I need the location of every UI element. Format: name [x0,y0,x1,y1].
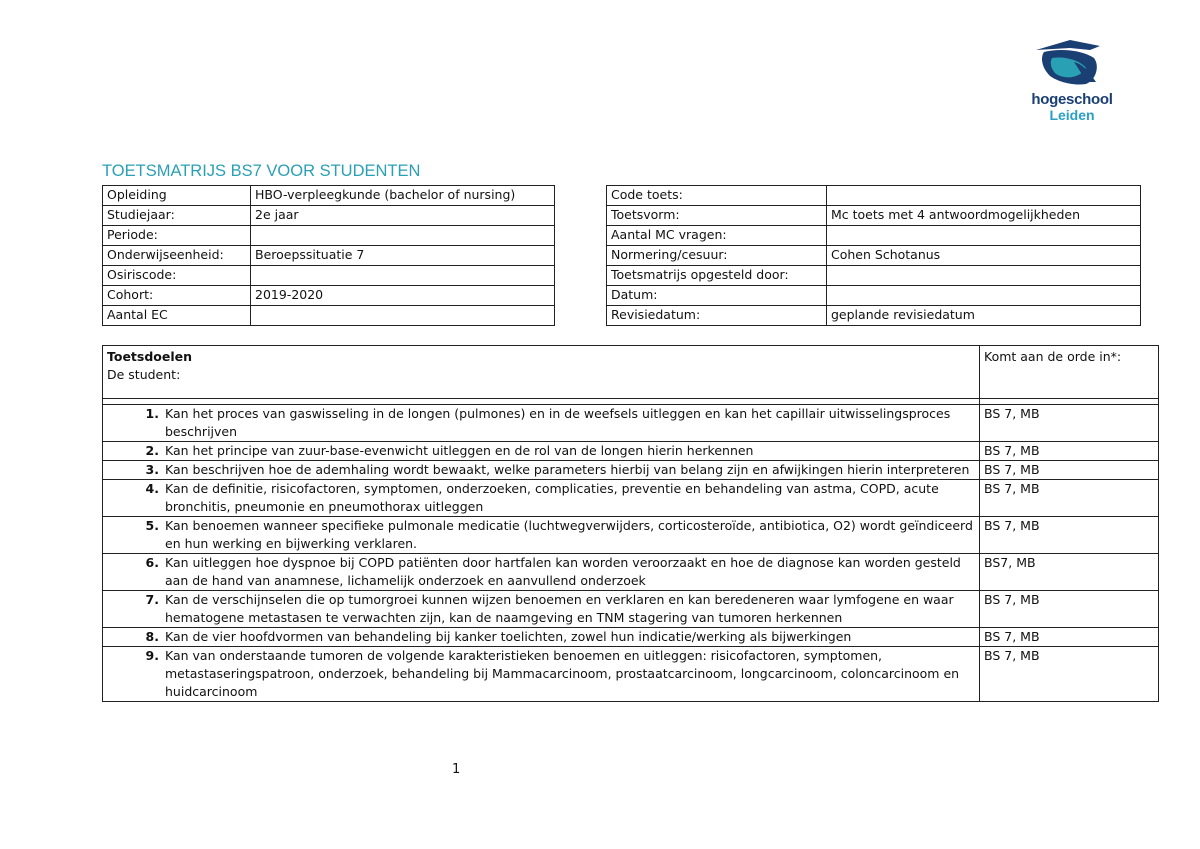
goal-cell [103,647,980,702]
goal-cell [103,554,980,591]
course-info-row [103,186,555,206]
goals-header-title: Toetsdoelen [107,349,193,364]
goal-cell [103,628,980,647]
goals-header-right: Komt aan de orde in*: [980,346,1159,399]
goal-description: Kan de verschijnselen die op tumorgroei kunnen wijzen benoemen en verklaren en kan beredeneren waar lymfogene en waar hematogene metastasen te verwachten zijn, kan de naamgeving en TNM stagering van tumoren herkennen [165,592,954,625]
goal-number: 9. [145,648,159,663]
page-number: 1 [452,762,461,777]
goal-where: BS7, MB [980,554,1159,591]
test-info-row [607,186,1141,206]
test-info-row [607,286,1141,306]
goal-number: 8. [145,629,159,644]
course-info-row [103,286,555,306]
goal-description: Kan van onderstaande tumoren de volgende karakteristieken benoemen en uitleggen: risicofactoren, symptomen, metastaseringspatroon, onderzoek, behandeling bij Mammacarcinoom, prostaatcarcinoom, longcarcinoom, coloncarcinoom en huidcarcinoom [165,648,960,699]
test-info-value: Mc toets met 4 antwoordmogelijkheden [827,206,1141,226]
goal-number: 3. [145,462,159,477]
goal-row [103,461,1159,480]
test-info-row [607,226,1141,246]
course-info-label: Onderwijseenheid: [103,246,251,266]
course-info-label: Studiejaar: [103,206,251,226]
document-title: TOETSMATRIJS BS7 VOOR STUDENTEN [102,162,421,180]
test-info-value [827,286,1141,306]
bird-emblem-icon [1030,36,1110,88]
goal-description: Kan de definitie, risicofactoren, symptomen, onderzoeken, complicaties, preventie en behandeling van astma, COPD, acute bronchitis, pneumonie en pneumothorax uitleggen [165,481,939,514]
test-info-row [607,266,1141,286]
goal-number: 7. [145,592,159,607]
test-goals-table [102,345,1159,702]
logo-text-hogeschool: hogeschool [1031,91,1113,108]
course-info-value [251,306,555,326]
goal-row [103,442,1159,461]
goal-cell [103,517,980,554]
goal-cell [103,461,980,480]
course-info-value [251,266,555,286]
goal-description: Kan het proces van gaswisseling in de longen (pulmones) en in de weefsels uitleggen en kan het capillair uitwisselingsproces beschrijven [165,406,951,439]
course-info-row [103,206,555,226]
test-info-label: Toetsvorm: [607,206,827,226]
goals-header-cell [103,346,980,399]
test-info-value: Cohen Schotanus [827,246,1141,266]
test-info-label: Normering/cesuur: [607,246,827,266]
hogeschool-leiden-logo [1022,36,1132,126]
test-info-value [827,226,1141,246]
test-info-label: Datum: [607,286,827,306]
test-info-label: Aantal MC vragen: [607,226,827,246]
goal-number: 5. [145,518,159,533]
goal-description: Kan het principe van zuur-base-evenwicht uitleggen en de rol van de longen hierin herkennen [165,443,754,458]
course-info-table [102,185,555,326]
goal-cell [103,442,980,461]
goal-description: Kan benoemen wanneer specifieke pulmonale medicatie (luchtwegverwijders, corticosteroïde, antibiotica, O2) wordt geïndiceerd en hun werking en bijwerking verklaren. [165,518,973,551]
goals-header-subtitle: De student: [107,367,181,382]
course-info-row [103,226,555,246]
goal-where: BS 7, MB [980,405,1159,442]
test-info-row [607,246,1141,266]
test-info-table [606,185,1141,326]
goal-description: Kan beschrijven hoe de ademhaling wordt bewaakt, welke parameters hierbij van belang zijn en afwijkingen hierin interpreteren [165,462,970,477]
goal-description: Kan de vier hoofdvormen van behandeling bij kanker toelichten, zowel hun indicatie/werking als bijwerkingen [165,629,852,644]
test-info-label: Toetsmatrijs opgesteld door: [607,266,827,286]
course-info-label: Periode: [103,226,251,246]
test-info-label: Revisiedatum: [607,306,827,326]
goal-row [103,480,1159,517]
course-info-row [103,246,555,266]
course-info-value [251,226,555,246]
goals-header-row [103,346,1159,399]
goal-description: Kan uitleggen hoe dyspnoe bij COPD patiënten door hartfalen kan worden veroorzaakt en hoe de diagnose kan worden gesteld aan de hand van anamnese, lichamelijk onderzoek en aanvullend onderzoek [165,555,961,588]
course-info-label: Opleiding [103,186,251,206]
goal-number: 1. [145,406,159,421]
goal-cell [103,480,980,517]
goal-where: BS 7, MB [980,628,1159,647]
goal-number: 6. [145,555,159,570]
goal-row [103,517,1159,554]
goal-where: BS 7, MB [980,517,1159,554]
goal-row [103,647,1159,702]
course-info-label: Aantal EC [103,306,251,326]
goal-where: BS 7, MB [980,480,1159,517]
course-info-value: HBO-verpleegkunde (bachelor of nursing) [251,186,555,206]
goal-row [103,405,1159,442]
test-info-label: Code toets: [607,186,827,206]
goal-cell [103,405,980,442]
goal-where: BS 7, MB [980,442,1159,461]
course-info-label: Cohort: [103,286,251,306]
goal-where: BS 7, MB [980,461,1159,480]
test-info-value: geplande revisiedatum [827,306,1141,326]
logo-text-leiden: Leiden [1049,107,1095,123]
course-info-row [103,266,555,286]
goal-row [103,628,1159,647]
goal-row [103,554,1159,591]
goal-where: BS 7, MB [980,647,1159,702]
goal-where: BS 7, MB [980,591,1159,628]
course-info-value: Beroepssituatie 7 [251,246,555,266]
goal-cell [103,591,980,628]
course-info-row [103,306,555,326]
course-info-value: 2019-2020 [251,286,555,306]
course-info-label: Osiriscode: [103,266,251,286]
goal-number: 4. [145,481,159,496]
test-info-value [827,186,1141,206]
goal-number: 2. [145,443,159,458]
course-info-value: 2e jaar [251,206,555,226]
goal-row [103,591,1159,628]
test-info-row [607,306,1141,326]
test-info-value [827,266,1141,286]
test-info-row [607,206,1141,226]
